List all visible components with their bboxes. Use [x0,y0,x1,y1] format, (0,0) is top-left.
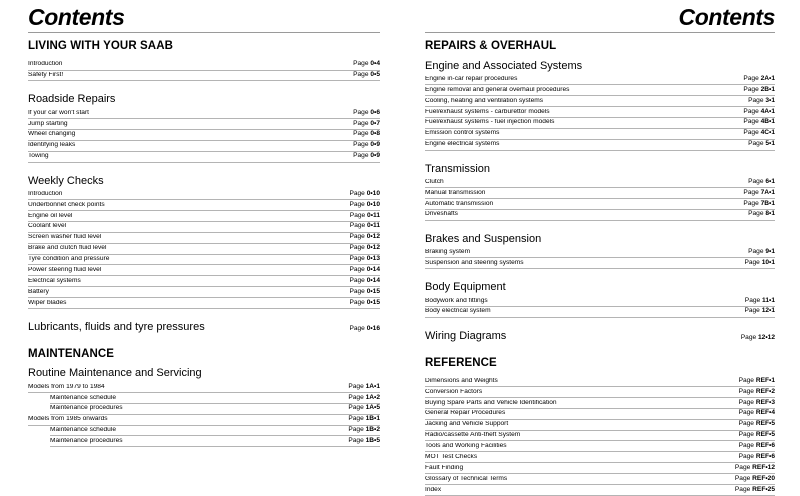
toc-entry-title: Fuel/exhaust systems - fuel injection models [425,119,555,126]
toc-entry-title: Jacking and Vehicle Support [425,421,509,428]
toc-entry[interactable] [425,463,775,474]
toc-entry-page: Page REF•3 [738,398,775,406]
toc-entry-page: Page REF•1 [738,376,775,384]
entry-list-living-with-your-saab [28,60,380,82]
toc-entry-page: Page 1A•2 [348,393,380,401]
toc-entry-title: General Repair Procedures [425,410,506,417]
toc-entry-title: Engine oil level [28,212,73,219]
toc-entry-page: Page 3•1 [748,96,775,104]
entry-list-reference [425,376,775,496]
toc-entry[interactable] [28,152,380,163]
toc-entry-page: Page REF•4 [738,409,775,417]
toc-entry[interactable] [28,189,380,200]
toc-entry-title: Wiper blades [28,299,67,306]
toc-entry-page: Page 2A•1 [743,74,775,82]
toc-entry[interactable] [425,420,775,431]
toc-entry-page: Page 7B•1 [743,199,775,207]
toc-entry-page: Page 4C•1 [743,129,775,137]
toc-entry-page: Page 0•11 [349,211,380,219]
toc-entry[interactable] [28,415,380,426]
toc-entry[interactable] [50,436,380,447]
title-rule-right [425,32,775,33]
toc-entry[interactable] [28,233,380,244]
toc-entry-title: Maintenance procedures [50,405,123,412]
toc-entry-page: Page 6•1 [748,177,775,185]
entry-list-transmission [425,177,775,221]
section-heading-reference: REFERENCE [425,356,497,369]
toc-entry-page: Page 10•1 [744,258,775,266]
entry-list-roadside-repairs [28,108,380,162]
toc-entry-title: Body electrical system [425,308,491,315]
toc-entry-title: Tyre condition and pressure [28,256,110,263]
toc-entry-title: Manual transmission [425,189,486,196]
toc-entry-page: Page 0•7 [353,119,380,127]
toc-entry-page: Page 8•1 [748,210,775,218]
toc-entry-title: Braking system [425,249,471,256]
toc-entry-page: Page 12•12 [740,333,775,341]
toc-entry-page: Page 0•6 [353,108,380,116]
toc-entry-title: Radio/cassette Anti-theft System [425,432,521,439]
left-column [0,0,400,488]
toc-entry-page: Page 9•1 [748,248,775,256]
toc-entry-title: Screen washer fluid level [28,234,102,241]
toc-entry-page: Page 0•10 [349,189,380,197]
toc-entry-page: Page 0•15 [349,298,380,306]
toc-entry-page: Page 0•8 [353,130,380,138]
toc-entry-page: Page REF•5 [738,431,775,439]
toc-entry-page: Page 12•1 [744,307,775,315]
toc-entry[interactable] [28,130,380,141]
toc-entry[interactable] [425,96,775,107]
toc-entry-title: Clutch [425,178,444,185]
toc-entry[interactable] [28,119,380,130]
toc-entry-title: Engine in-car repair procedures [425,75,518,82]
toc-entry-page: Page REF•12 [734,463,775,471]
toc-entry-page: Page 5•1 [748,140,775,148]
toc-entry-title: Maintenance procedures [50,438,123,444]
toc-entry[interactable] [425,409,775,420]
toc-entry-title: Suspension and steering systems [425,259,524,266]
toc-entry-page: Page REF•6 [738,452,775,460]
toc-entry-title: Identifying leaks [28,142,76,149]
toc-entry-title: Battery [28,288,49,295]
toc-entry-title: Maintenance schedule [50,394,116,401]
toc-entry[interactable] [50,404,380,415]
toc-entry[interactable] [28,255,380,266]
toc-entry[interactable] [425,140,775,151]
toc-entry[interactable] [50,393,380,404]
toc-entry-title: Lubricants, fluids and tyre pressures [28,320,205,333]
toc-entry-title: Glossary of Technical Terms [425,475,508,482]
toc-entry-page: Page REF•6 [738,442,775,449]
toc-entry-page: Page 1B•2 [348,426,380,434]
toc-entry-page: Page 1A•5 [348,404,380,412]
toc-entry-page: Page 0•14 [349,265,380,273]
toc-entry-title: Models from 1979 to 1984 [28,383,105,390]
toc-entry[interactable] [425,177,775,188]
toc-entry-page: Page REF•25 [734,485,775,493]
toc-entry-title: Fault Finding [425,464,464,471]
toc-entry[interactable] [425,387,775,398]
toc-entry[interactable] [28,298,380,309]
toc-entry-page: Page REF•20 [734,474,775,482]
toc-entry-title: MOT Test Checks [425,453,478,460]
toc-entry-title: If your car won't start [28,109,89,116]
section-heading-repairs-and-overhaul: REPAIRS & OVERHAUL [425,40,557,52]
toc-entry-title: Engine electrical systems [425,141,500,148]
toc-entry[interactable] [425,452,775,463]
toc-entry[interactable] [28,382,380,393]
entry-list-routine-maintenance [28,382,380,447]
toc-entry[interactable] [425,485,775,496]
toc-entry[interactable] [425,107,775,118]
toc-entry-page: Page 0•4 [353,60,380,68]
toc-entry[interactable] [28,222,380,233]
toc-entry-title: Buying Spare Parts and Vehicle Identification [425,399,557,406]
group-heading-weekly-checks: Weekly Checks [28,174,104,187]
group-heading-brakes-and-suspension: Brakes and Suspension [425,232,542,245]
toc-entry-title: Cooling, heating and ventilation systems [425,97,544,104]
toc-entry-title: Dimensions and Weights [425,377,498,384]
toc-entry[interactable] [425,188,775,199]
toc-entry-page: Page 0•5 [353,71,380,79]
toc-entry-page: Page 0•10 [349,200,380,208]
group-heading-roadside-repairs: Roadside Repairs [28,93,116,106]
toc-entry-title: Models from 1985 onwards [28,416,108,423]
toc-entry-title: Safety First! [28,72,64,79]
toc-entry-title: Towing [28,153,49,160]
group-heading-transmission: Transmission [425,162,490,175]
toc-entry-title: Power steering fluid level [28,266,102,273]
toc-entry-page: Page 0•11 [349,222,380,230]
toc-entry-title: Fuel/exhaust systems - carburettor models [425,108,550,115]
toc-entry-page: Page 0•14 [349,276,380,284]
toc-entry-title: Tools and Working Facilities [425,443,507,449]
group-heading-engine-and-associated-systems: Engine and Associated Systems [425,59,583,72]
toc-entry-page: Page 0•16 [349,324,380,332]
toc-entry-title: Driveshafts [425,211,458,218]
toc-entry-title: Introduction [28,190,63,197]
section-heading-living-with-your-saab: LIVING WITH YOUR SAAB [28,40,174,52]
toc-entry[interactable] [425,248,775,259]
entry-list-brakes [425,248,775,270]
toc-entry-page: Page 7A•1 [743,188,775,196]
toc-entry[interactable] [425,118,775,129]
toc-entry-page: Page 0•12 [349,244,380,252]
group-heading-routine-maintenance: Routine Maintenance and Servicing [28,367,202,380]
toc-entry[interactable] [425,199,775,210]
entry-list-body [425,296,775,318]
toc-entry[interactable] [28,265,380,276]
toc-entry-page: Page 1B•1 [348,415,380,423]
toc-entry-page: Page 1A•1 [348,382,380,390]
toc-entry[interactable] [28,71,380,82]
toc-entry-page: Page 4A•1 [743,107,775,115]
title-rule-left [28,32,380,33]
toc-entry[interactable] [28,244,380,255]
toc-entry-page: Page 0•15 [349,287,380,295]
toc-entry[interactable] [50,426,380,437]
toc-entry[interactable] [425,398,775,409]
entry-list-engine [425,74,775,150]
toc-entry[interactable] [425,376,775,387]
toc-entry-page: Page REF•2 [738,387,775,395]
page-title-left: Contents [28,4,125,30]
toc-entry[interactable] [425,85,775,96]
toc-entry[interactable] [425,307,775,318]
toc-entry-title: Jump starting [28,120,68,127]
toc-entry-wiring-diagrams[interactable] [425,330,775,344]
toc-entry[interactable] [28,141,380,152]
toc-entry[interactable] [425,210,775,221]
toc-entry-title: Maintenance schedule [50,427,116,434]
toc-entry-page: Page 2B•1 [743,85,775,93]
toc-entry[interactable] [425,296,775,307]
toc-entry-page: Page 1B•5 [348,437,380,444]
toc-entry-title: Wiring Diagrams [425,329,507,342]
toc-entry-title: Introduction [28,61,63,68]
toc-entry-title: Brake and clutch fluid level [28,245,107,252]
toc-entry-title: Conversion Factors [425,388,483,395]
toc-entry-title: Electrical systems [28,277,81,284]
entry-list-weekly-checks [28,189,380,309]
toc-entry[interactable] [425,74,775,85]
toc-entry-page: Page 0•12 [349,233,380,241]
toc-entry-title: Wheel changing [28,131,76,138]
toc-entry-title: Index [425,486,442,493]
toc-entry[interactable] [28,60,380,71]
toc-entry-page: Page 11•1 [744,296,775,304]
toc-entry[interactable] [425,474,775,485]
toc-entry-page: Page REF•5 [738,420,775,428]
right-column [400,0,800,493]
page-title-right: Contents [678,4,775,30]
section-heading-maintenance: MAINTENANCE [28,347,115,360]
toc-entry[interactable] [28,276,380,287]
toc-entry-page: Page 4B•1 [743,118,775,126]
toc-entry-page: Page 0•9 [353,152,380,160]
toc-entry-title: Coolant level [28,223,67,230]
toc-entry-title: Engine removal and general overhaul procedures [425,86,570,93]
toc-entry-title: Underbonnet check points [28,201,105,208]
toc-entry-lubricants[interactable] [28,321,380,335]
group-heading-body-equipment: Body Equipment [425,281,506,294]
toc-entry[interactable] [28,108,380,119]
toc-entry[interactable] [425,441,775,452]
toc-entry[interactable] [425,431,775,442]
toc-entry[interactable] [425,258,775,269]
toc-entry[interactable] [28,287,380,298]
toc-entry[interactable] [425,129,775,140]
toc-entry[interactable] [28,200,380,211]
toc-entry-page: Page 0•9 [353,141,380,149]
toc-entry-page: Page 0•13 [349,255,380,263]
toc-entry-title: Automatic transmission [425,200,494,207]
toc-entry-title: Emission control systems [425,130,500,137]
toc-entry[interactable] [28,211,380,222]
toc-entry-title: Bodywork and fittings [425,297,488,304]
